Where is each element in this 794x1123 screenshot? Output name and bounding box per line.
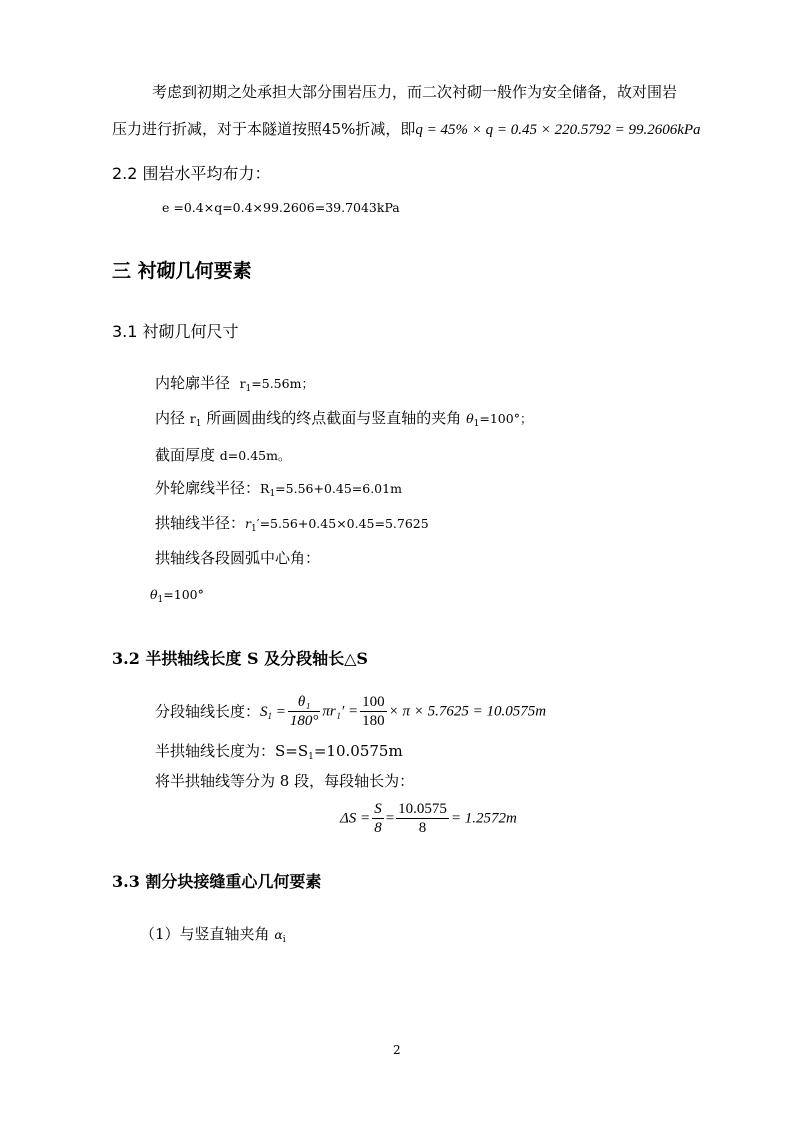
section-2-2-title: 2.2 围岩水平均布力： [112, 164, 271, 183]
delta-s-result: = 1.2572m [450, 810, 517, 827]
arch-radius-value: =5.56+0.45×0.45=5.7625 [259, 516, 429, 531]
frac3-denominator: 8 [374, 820, 382, 836]
inner-angle-label-a: 内径 [155, 409, 186, 427]
central-angle-line: 拱轴线各段圆弧中心角： [155, 549, 321, 567]
half-arch-length-label: 半拱轴线长度为：S=S [155, 742, 309, 760]
segment-length-formula: 分段轴线长度：$S_1$ = $\frac{\text{θ₁}}{180^\circ}$ πr₁′ = $\frac{100}{180}$ × π × 5.7625 = 10.0575m [155, 694, 547, 729]
section-2-2-formula: e =0.4×q=0.4×99.2606=39.7043kPa [162, 200, 400, 215]
arch-radius-label: 拱轴线半径： [155, 514, 246, 532]
intro-line-1: 考虑到初期之处承担大部分围岩压力，而二次衬砌一般作为安全储备，故对围岩 [152, 83, 678, 101]
central-angle-value-line: $\theta_1=100^\circ$ [150, 587, 204, 605]
central-angle-value: =100° [163, 587, 204, 602]
section-3-2-title: 3.2 半拱轴线长度 S 及分段轴长△S [112, 649, 368, 668]
frac1-numerator: θ₁ [288, 693, 321, 712]
frac2-denominator: 180 [362, 713, 385, 729]
frac1-denominator: 180° [289, 713, 319, 729]
arch-radius-line: 拱轴线半径：$r_1'=5.56+0.45\times 0.45=5.7625$ [155, 514, 429, 534]
segment-length-label: 分段轴线长度： [155, 702, 261, 721]
intro-line-2-formula: q = 45% × q = 0.45 × 220.5792 = 99.2606kPa [415, 122, 701, 138]
outer-radius-label: 外轮廓线半径： [155, 479, 261, 497]
page-number: 2 [393, 1043, 401, 1057]
frac3-numerator: S [374, 801, 382, 817]
thickness-value: d=0.45m。 [219, 448, 291, 463]
outer-radius-value: =5.56+0.45=6.01m [275, 481, 402, 496]
half-arch-length-value: =10.0575m [313, 742, 403, 760]
inner-radius-label: 内轮廓半径 [155, 374, 231, 392]
delta-s-formula [340, 800, 517, 837]
angle-vertical-axis-label: （1）与竖直轴夹角 [140, 925, 270, 943]
thickness-line [155, 445, 290, 466]
inner-radius-value: =5.56m； [251, 376, 314, 391]
formula-mid: πr₁′ = [322, 703, 359, 720]
frac4-numerator: 10.0575 [398, 801, 447, 817]
half-arch-length-line: 半拱轴线长度为：$S=S_1=10.0575m$ [155, 742, 403, 762]
frac4-denominator: 8 [418, 820, 427, 836]
inner-angle-value: =100°； [479, 411, 533, 426]
inner-angle-line: 内径 $r_1$ 所画圆曲线的终点截面与竖直轴的夹角 $\theta_1=100^\circ$； [155, 409, 533, 429]
divide-segments-line: 将半拱轴线等分为 8 段，每段轴长为： [155, 772, 415, 790]
angle-vertical-axis-line: （1）与竖直轴夹角 $\alpha_i$ [140, 925, 286, 945]
delta-s-eq: = [385, 810, 395, 827]
section-3-1-title: 3.1 衬砌几何尺寸 [112, 322, 239, 341]
inner-radius-line: 内轮廓半径 $r_1=5.56m$； [155, 374, 314, 394]
frac2-numerator: 100 [362, 694, 385, 710]
intro-line-2 [112, 119, 701, 140]
section-3-3-title: 3.3 割分块接缝重心几何要素 [112, 872, 322, 891]
section-3-title: 三 衬砌几何要素 [112, 260, 252, 282]
inner-angle-label-b: 所画圆曲线的终点截面与竖直轴的夹角 [206, 409, 462, 427]
thickness-label: 截面厚度 [155, 446, 216, 464]
outer-radius-line: 外轮廓线半径：$R_1=5.56+0.45=6.01m$ [155, 479, 402, 499]
intro-line-2-text: 压力进行折减，对于本隧道按照45%折减，即 [112, 120, 416, 138]
delta-s-lhs: ΔS = [340, 810, 371, 827]
formula-tail: × π × 5.7625 = 10.0575m [388, 703, 547, 720]
